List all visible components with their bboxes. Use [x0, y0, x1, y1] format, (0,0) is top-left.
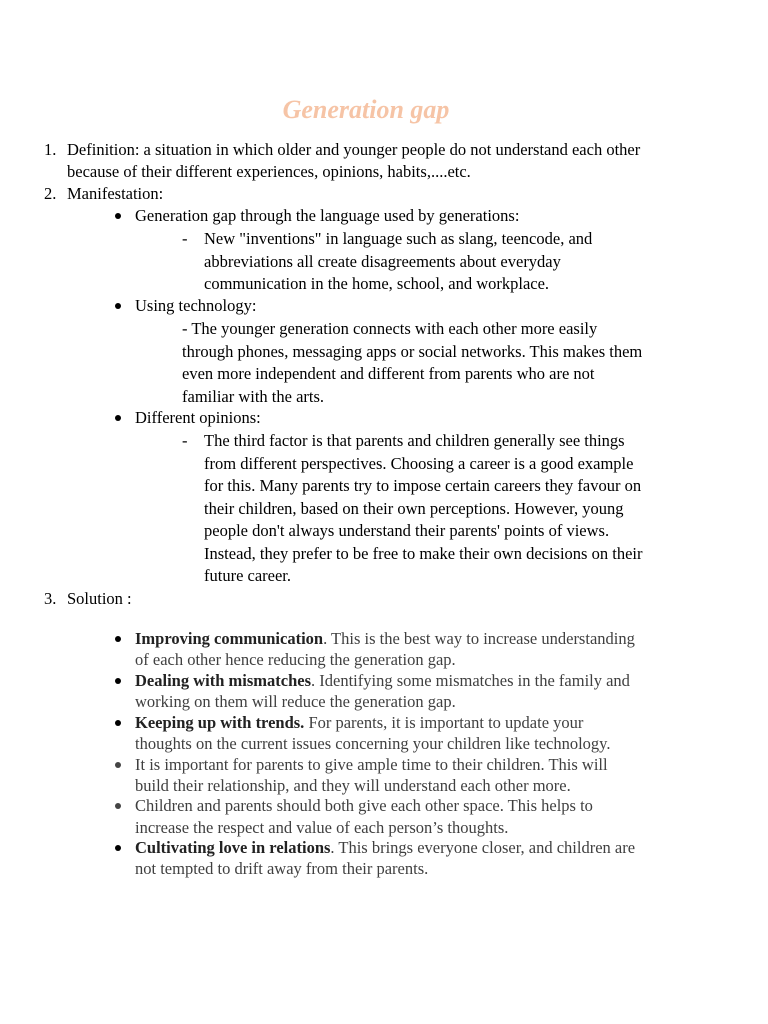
solution-heading: Keeping up with trends.	[135, 713, 305, 732]
opinions-line-1: The third factor is that parents and children generally see things	[204, 431, 625, 450]
technology-line-2: through phones, messaging apps or social networks. This makes them	[182, 342, 643, 361]
solution-trends	[135, 712, 583, 734]
solution-communication	[135, 628, 635, 650]
solution-mismatches-line-2: working on them will reduce the generation gap.	[135, 692, 456, 711]
solution-space-line-1: Children and parents should both give each other space. This helps to	[135, 796, 593, 815]
bullet-icon	[115, 636, 121, 642]
solution-heading: Dealing with mismatches	[135, 671, 311, 690]
bullet-icon	[115, 678, 121, 684]
bullet-icon	[115, 762, 121, 768]
technology-line-1: - The younger generation connects with each other more easily	[182, 319, 598, 338]
bullet-icon	[115, 415, 121, 421]
solution-trends-line-2: thoughts on the current issues concerning your children like technology.	[135, 734, 611, 753]
definition-line-1: Definition: a situation in which older and younger people do not understand each other	[67, 140, 641, 159]
list-number-2: 2.	[44, 184, 57, 203]
opinions-line-5: people don't always understand their parents' points of views.	[204, 521, 610, 540]
opinions-line-3: for this. Many parents try to impose certain careers they favour on	[204, 476, 642, 495]
opinions-line-6: Instead, they prefer to be free to make their own decisions on their	[204, 544, 643, 563]
manifestation-label: Manifestation:	[67, 184, 164, 203]
list-number-3: 3.	[44, 589, 57, 608]
list-number-1: 1.	[44, 140, 57, 159]
opinions-line-7: future career.	[204, 566, 292, 585]
technology-line-3: even more independent and different from parents who are not	[182, 364, 595, 383]
bullet-icon	[115, 303, 121, 309]
solution-text: . This is the best way to increase understanding	[323, 629, 635, 648]
solution-space-line-2: increase the respect and value of each person’s thoughts.	[135, 818, 509, 837]
bullet-technology: Using technology:	[135, 296, 257, 315]
solution-text: . This brings everyone closer, and children are	[330, 838, 636, 857]
bullet-language: Generation gap through the language used by generations:	[135, 206, 520, 225]
document-title: Generation gap	[282, 95, 450, 124]
bullet-icon	[115, 803, 121, 809]
opinions-line-2: from different perspectives. Choosing a career is a good example	[204, 454, 634, 473]
solution-mismatches	[135, 670, 630, 692]
solution-label: Solution :	[67, 589, 132, 608]
bullet-icon	[115, 213, 121, 219]
definition-line-2: because of their different experiences, opinions, habits,....etc.	[67, 162, 471, 181]
technology-line-4: familiar with the arts.	[182, 387, 325, 406]
bullet-opinions: Different opinions:	[135, 408, 261, 427]
solution-text: . Identifying some mismatches in the family and	[311, 671, 630, 690]
bullet-icon	[115, 720, 121, 726]
opinions-line-4: their children, based on their own perceptions. However, young	[204, 499, 624, 518]
solution-heading: Improving communication	[135, 629, 324, 648]
solution-love	[135, 837, 635, 859]
solution-time-line-2: build their relationship, and they will understand each other more.	[135, 776, 571, 795]
dash-marker: -	[182, 431, 188, 450]
bullet-icon	[115, 845, 121, 851]
solution-communication-line-2: of each other hence reducing the generation gap.	[135, 650, 456, 669]
language-line-1: New "inventions" in language such as slang, teencode, and	[204, 229, 593, 248]
solution-love-line-2: not tempted to drift away from their parents.	[135, 859, 429, 878]
solution-heading: Cultivating love in relations	[135, 838, 331, 857]
dash-marker: -	[182, 229, 188, 248]
language-line-3: communication in the home, school, and workplace.	[204, 274, 550, 293]
language-line-2: abbreviations all create disagreements about everyday	[204, 252, 561, 271]
solution-text: For parents, it is important to update your	[304, 713, 584, 732]
solution-time-line-1: It is important for parents to give ample time to their children. This will	[135, 755, 608, 774]
